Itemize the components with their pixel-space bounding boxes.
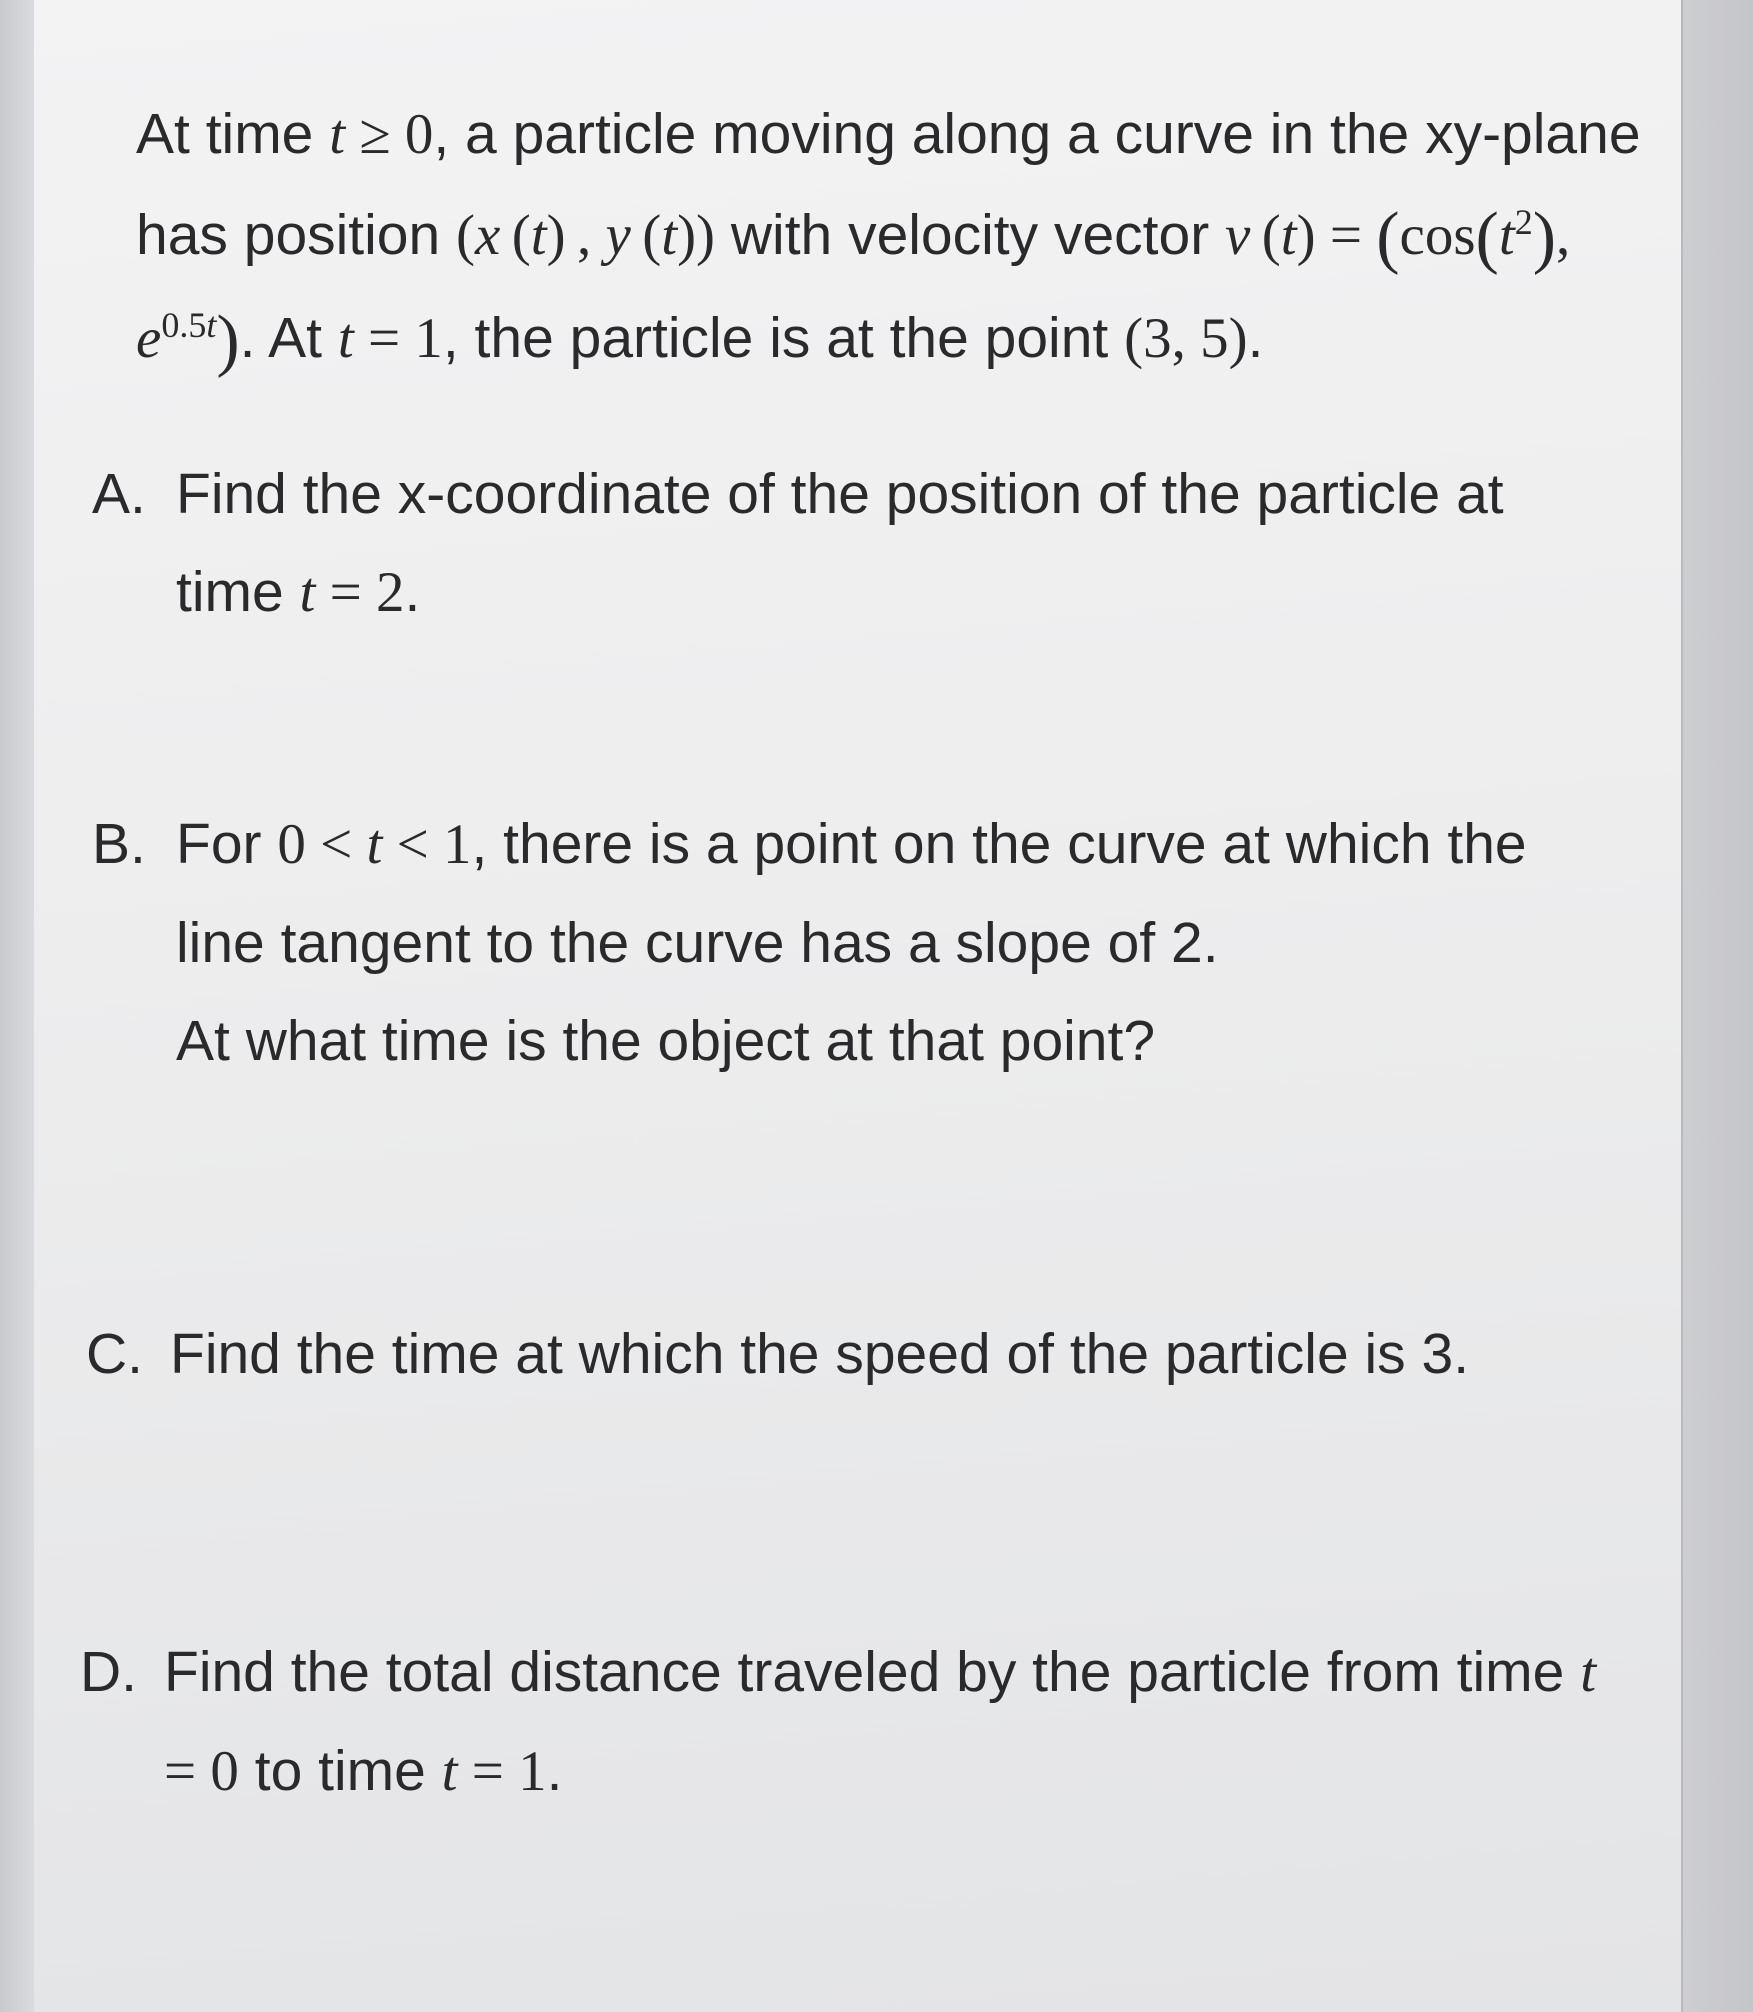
question-card <box>34 0 1683 2012</box>
velocity-expression: v $(t) = (\cos(t^2)$, $e^{0.5t}$) <box>136 199 1571 379</box>
part-d-text: Find the total distance traveled by the particle from time t = 0 to time t = 1. <box>164 1640 1597 1803</box>
question-content <box>136 84 1696 391</box>
part-a <box>92 445 1532 642</box>
background-left-edge <box>0 0 34 2012</box>
position-expression: (x (t) , y (t)) <box>456 204 716 267</box>
part-c <box>86 1305 1626 1403</box>
part-c-letter: C. <box>86 1322 143 1386</box>
part-a-text: Find the x-coordinate of the position of the particle at time t = 2. <box>176 462 1504 624</box>
part-c-text: Find the time at which the speed of the particle is 3. <box>170 1322 1470 1386</box>
part-d-letter: D. <box>80 1640 137 1704</box>
part-d <box>80 1623 1600 1821</box>
part-a-letter: A. <box>92 462 146 526</box>
part-b-followup: At what time is the object at that point? <box>176 1009 1156 1073</box>
part-b-letter: B. <box>92 812 146 876</box>
problem-statement: At time t ≥ 0, a particle moving along a curve in the xy-plane has position (x (t) , y (t)) with velocity vector v $(t) = (\cos(t^2)$, $e^{0.5t}$). At t = 1, the particle is at the point (3, 5). <box>136 102 1641 379</box>
initial-point: (3, 5) <box>1124 307 1248 370</box>
part-b <box>92 795 1592 1090</box>
part-b-text: For 0 < t < 1, there is a point on the curve at which the line tangent to the curve has a slope of 2. At what time is the object at that point? <box>176 795 1592 1090</box>
